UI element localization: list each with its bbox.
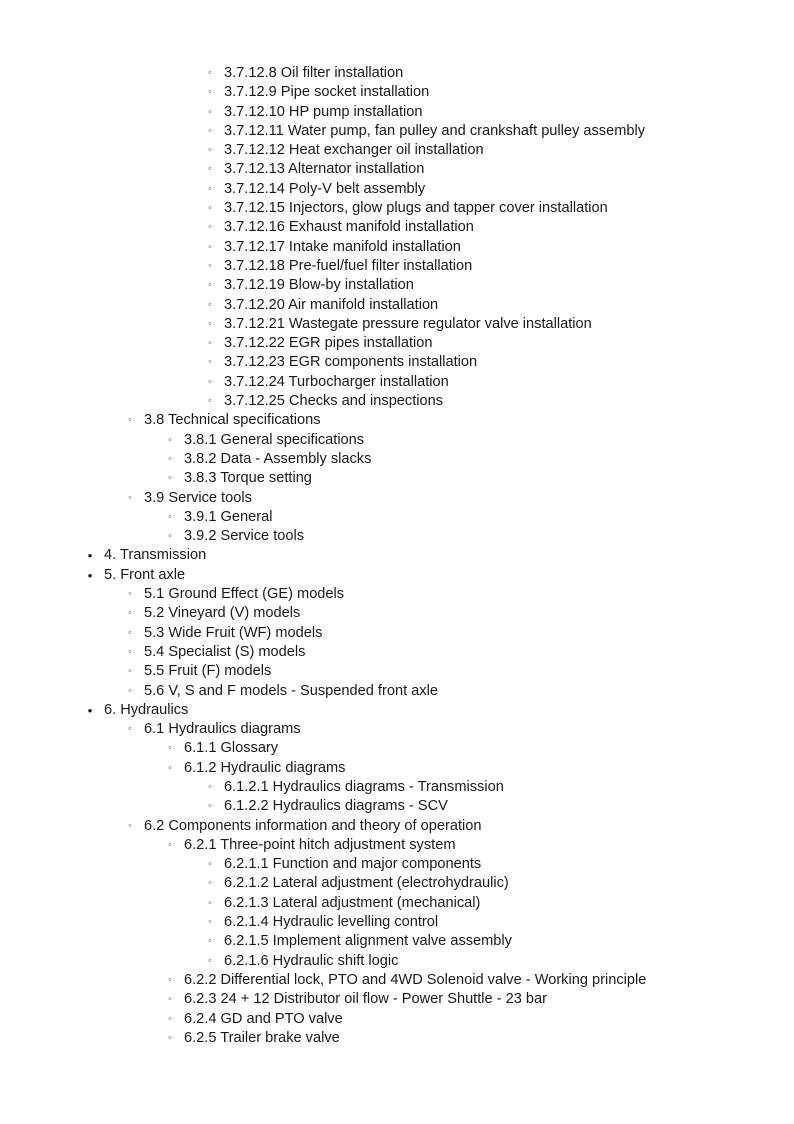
toc-entry-level-3 <box>0 527 794 546</box>
circle-bullet-icon: ◦ <box>168 742 172 755</box>
circle-bullet-icon: ◦ <box>168 993 172 1006</box>
toc-entry-text: 6.2.1.3 Lateral adjustment (mechanical) <box>224 894 481 911</box>
toc-entry-level-4 <box>0 296 794 315</box>
circle-bullet-icon: ◦ <box>128 819 132 832</box>
circle-bullet-icon: ◦ <box>128 607 132 620</box>
toc-entry-text: 3.7.12.15 Injectors, glow plugs and tapper cover installation <box>224 200 608 217</box>
circle-bullet-icon: ◦ <box>208 163 212 176</box>
toc-entry-level-4 <box>0 874 794 893</box>
table-of-contents <box>0 64 794 1048</box>
circle-bullet-icon: ◦ <box>208 356 212 369</box>
toc-entry-level-1 <box>0 701 794 720</box>
toc-entry-level-3 <box>0 469 794 488</box>
toc-entry-level-2 <box>0 720 794 739</box>
toc-entry-level-2 <box>0 624 794 643</box>
circle-bullet-icon: ◦ <box>208 954 212 967</box>
circle-bullet-icon: ◦ <box>168 472 172 485</box>
toc-entry-level-4 <box>0 64 794 83</box>
circle-bullet-icon: ◦ <box>168 1012 172 1025</box>
toc-entry-text: 6.2.3 24 + 12 Distributor oil flow - Power Shuttle - 23 bar <box>184 991 547 1008</box>
circle-bullet-icon: ◦ <box>168 530 172 543</box>
circle-bullet-icon: ◦ <box>208 182 212 195</box>
toc-entry-text: 3.8.3 Torque setting <box>184 470 312 487</box>
circle-bullet-icon: ◦ <box>208 916 212 929</box>
toc-entry-text: 3.7.12.9 Pipe socket installation <box>224 84 430 101</box>
toc-entry-level-4 <box>0 952 794 971</box>
toc-entry-level-4 <box>0 141 794 160</box>
toc-entry-level-4 <box>0 913 794 932</box>
toc-entry-text: 3.7.12.20 Air manifold installation <box>224 296 439 313</box>
toc-entry-level-4 <box>0 122 794 141</box>
circle-bullet-icon: ◦ <box>128 414 132 427</box>
circle-bullet-icon: ◦ <box>168 433 172 446</box>
toc-entry-level-3 <box>0 759 794 778</box>
toc-entry-text: 3.7.12.13 Alternator installation <box>224 161 425 178</box>
toc-entry-level-4 <box>0 797 794 816</box>
circle-bullet-icon: ◦ <box>128 645 132 658</box>
toc-entry-text: 3.7.12.10 HP pump installation <box>224 103 423 120</box>
toc-entry-text: 6.2.4 GD and PTO valve <box>184 1010 343 1027</box>
toc-entry-level-3 <box>0 990 794 1009</box>
toc-entry-text: 3.8 Technical specifications <box>144 412 321 429</box>
circle-bullet-icon: ◦ <box>168 452 172 465</box>
toc-entry-level-4 <box>0 894 794 913</box>
toc-entry-text: 6.1.2.2 Hydraulics diagrams - SCV <box>224 798 448 815</box>
toc-entry-text: 6.2.1 Three-point hitch adjustment system <box>184 836 456 853</box>
toc-entry-level-3 <box>0 836 794 855</box>
toc-entry-text: 3.8.2 Data - Assembly slacks <box>184 450 372 467</box>
toc-entry-level-4 <box>0 855 794 874</box>
toc-entry-text: 3.7.12.25 Checks and inspections <box>224 393 444 410</box>
circle-bullet-icon: ◦ <box>208 259 212 272</box>
toc-entry-level-2 <box>0 643 794 662</box>
toc-entry-text: 6.2.1.2 Lateral adjustment (electrohydraulic) <box>224 875 509 892</box>
toc-entry-level-4 <box>0 392 794 411</box>
toc-entry-level-2 <box>0 817 794 836</box>
toc-entry-text: 5.4 Specialist (S) models <box>144 643 306 660</box>
toc-entry-level-1 <box>0 566 794 585</box>
toc-entry-text: 3.7.12.17 Intake manifold installation <box>224 238 461 255</box>
toc-entry-text: 4. Transmission <box>104 547 207 564</box>
toc-entry-text: 5.6 V, S and F models - Suspended front axle <box>144 682 438 699</box>
toc-entry-level-4 <box>0 276 794 295</box>
circle-bullet-icon: ◦ <box>168 761 172 774</box>
circle-bullet-icon: ◦ <box>208 124 212 137</box>
toc-entry-level-2 <box>0 682 794 701</box>
toc-entry-text: 3.8.1 General specifications <box>184 431 365 448</box>
disc-bullet-icon: • <box>87 567 93 583</box>
toc-entry-level-3 <box>0 1029 794 1048</box>
toc-entry-level-3 <box>0 508 794 527</box>
circle-bullet-icon: ◦ <box>168 1031 172 1044</box>
circle-bullet-icon: ◦ <box>128 626 132 639</box>
circle-bullet-icon: ◦ <box>208 202 212 215</box>
toc-entry-level-2 <box>0 411 794 430</box>
circle-bullet-icon: ◦ <box>208 858 212 871</box>
toc-entry-text: 3.7.12.12 Heat exchanger oil installation <box>224 142 484 159</box>
circle-bullet-icon: ◦ <box>208 877 212 890</box>
toc-entry-level-4 <box>0 199 794 218</box>
toc-entry-text: 3.7.12.19 Blow-by installation <box>224 277 414 294</box>
circle-bullet-icon: ◦ <box>208 240 212 253</box>
toc-entry-text: 6.1 Hydraulics diagrams <box>144 721 301 738</box>
toc-entry-text: 3.7.12.23 EGR components installation <box>224 354 478 371</box>
toc-entry-text: 5.1 Ground Effect (GE) models <box>144 586 345 603</box>
toc-entry-level-2 <box>0 585 794 604</box>
toc-entry-level-3 <box>0 1010 794 1029</box>
toc-entry-level-4 <box>0 160 794 179</box>
circle-bullet-icon: ◦ <box>128 665 132 678</box>
toc-entry-text: 3.7.12.14 Poly-V belt assembly <box>224 180 426 197</box>
toc-entry-text: 6.1.2 Hydraulic diagrams <box>184 759 346 776</box>
toc-entry-text: 6.2.1.1 Function and major components <box>224 856 482 873</box>
circle-bullet-icon: ◦ <box>208 896 212 909</box>
toc-entry-level-3 <box>0 971 794 990</box>
toc-entry-text: 3.7.12.22 EGR pipes installation <box>224 335 433 352</box>
circle-bullet-icon: ◦ <box>208 395 212 408</box>
toc-entry-level-3 <box>0 739 794 758</box>
toc-entry-text: 3.9.1 General <box>184 508 273 525</box>
toc-entry-level-4 <box>0 180 794 199</box>
circle-bullet-icon: ◦ <box>208 279 212 292</box>
toc-entry-level-4 <box>0 218 794 237</box>
toc-entry-text: 3.7.12.16 Exhaust manifold installation <box>224 219 474 236</box>
toc-entry-text: 3.7.12.21 Wastegate pressure regulator valve installation <box>224 315 592 332</box>
toc-entry-text: 5.3 Wide Fruit (WF) models <box>144 624 323 641</box>
circle-bullet-icon: ◦ <box>208 144 212 157</box>
circle-bullet-icon: ◦ <box>168 838 172 851</box>
toc-entry-text: 5.2 Vineyard (V) models <box>144 605 301 622</box>
toc-entry-level-4 <box>0 353 794 372</box>
circle-bullet-icon: ◦ <box>128 588 132 601</box>
toc-entry-level-4 <box>0 238 794 257</box>
toc-entry-level-3 <box>0 450 794 469</box>
toc-entry-level-4 <box>0 103 794 122</box>
circle-bullet-icon: ◦ <box>128 684 132 697</box>
toc-entry-text: 5. Front axle <box>104 566 186 583</box>
circle-bullet-icon: ◦ <box>208 105 212 118</box>
circle-bullet-icon: ◦ <box>208 317 212 330</box>
toc-entry-level-3 <box>0 431 794 450</box>
toc-entry-level-2 <box>0 662 794 681</box>
toc-entry-text: 3.7.12.24 Turbocharger installation <box>224 373 449 390</box>
toc-entry-text: 3.9 Service tools <box>144 489 252 506</box>
toc-entry-text: 3.7.12.11 Water pump, fan pulley and crankshaft pulley assembly <box>224 122 646 139</box>
circle-bullet-icon: ◦ <box>208 780 212 793</box>
circle-bullet-icon: ◦ <box>208 67 212 79</box>
circle-bullet-icon: ◦ <box>128 723 132 736</box>
disc-bullet-icon: • <box>87 548 93 564</box>
circle-bullet-icon: ◦ <box>128 491 132 504</box>
toc-entry-text: 3.9.2 Service tools <box>184 528 305 545</box>
toc-entry-text: 3.7.12.8 Oil filter installation <box>224 65 404 81</box>
toc-entry-text: 6.2.1.4 Hydraulic levelling control <box>224 914 439 931</box>
circle-bullet-icon: ◦ <box>208 337 212 350</box>
toc-entry-level-4 <box>0 334 794 353</box>
circle-bullet-icon: ◦ <box>208 221 212 234</box>
toc-entry-level-4 <box>0 932 794 951</box>
toc-entry-level-2 <box>0 604 794 623</box>
circle-bullet-icon: ◦ <box>208 935 212 948</box>
toc-entry-text: 6.2.1.5 Implement alignment valve assembly <box>224 933 512 950</box>
circle-bullet-icon: ◦ <box>208 800 212 813</box>
toc-entry-level-4 <box>0 373 794 392</box>
circle-bullet-icon: ◦ <box>208 298 212 311</box>
toc-entry-text: 6.2.5 Trailer brake valve <box>184 1029 340 1046</box>
circle-bullet-icon: ◦ <box>208 86 212 99</box>
toc-entry-level-1 <box>0 546 794 565</box>
toc-entry-text: 5.5 Fruit (F) models <box>144 663 272 680</box>
circle-bullet-icon: ◦ <box>168 510 172 523</box>
toc-entry-text: 6. Hydraulics <box>104 701 189 718</box>
toc-entry-level-4 <box>0 315 794 334</box>
toc-entry-text: 6.2.1.6 Hydraulic shift logic <box>224 952 399 969</box>
toc-entry-level-2 <box>0 489 794 508</box>
disc-bullet-icon: • <box>87 702 93 718</box>
toc-entry-text: 6.2 Components information and theory of operation <box>144 817 482 834</box>
toc-entry-text: 6.1.2.1 Hydraulics diagrams - Transmission <box>224 778 504 795</box>
circle-bullet-icon: ◦ <box>168 973 172 986</box>
toc-entry-text: 3.7.12.18 Pre-fuel/fuel filter installation <box>224 257 473 274</box>
toc-entry-level-4 <box>0 778 794 797</box>
toc-entry-level-4 <box>0 83 794 102</box>
circle-bullet-icon: ◦ <box>208 375 212 388</box>
toc-entry-text: 6.1.1 Glossary <box>184 740 279 757</box>
toc-entry-text: 6.2.2 Differential lock, PTO and 4WD Solenoid valve - Working principle <box>184 971 647 988</box>
toc-entry-level-4 <box>0 257 794 276</box>
